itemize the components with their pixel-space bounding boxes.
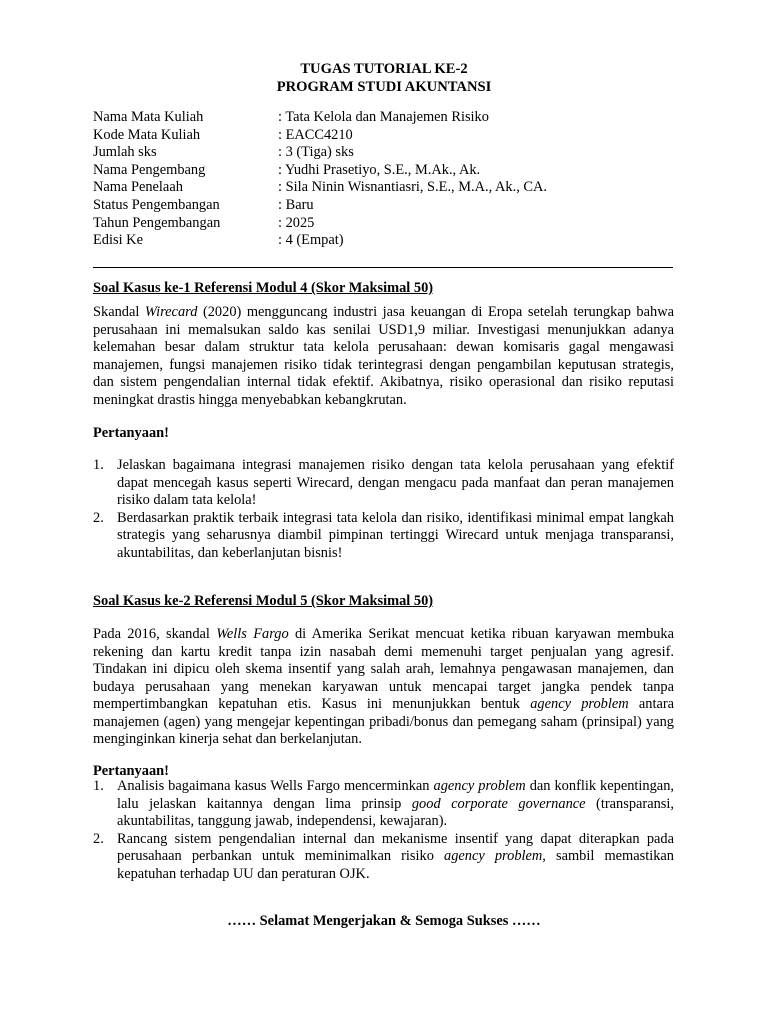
course-info-value: : Tata Kelola dan Manajemen Risiko [278, 109, 489, 125]
question-text: (transparansi, akuntabilitas, tanggung jawab, independensi, kewajaran). [117, 795, 674, 829]
question-item [93, 457, 674, 510]
course-info-value: : Yudhi Prasetiyo, S.E., M.Ak., Ak. [278, 161, 481, 178]
course-info-row [93, 179, 547, 197]
document-title: TUGAS TUTORIAL KE-2 [300, 61, 468, 77]
case2-text-b: di Amerika Serikat mencuat ketika ribuan karyawan membuka rekening dan kartu kredit tanpa izin nasabah demi memenuhi target penjualan yang agresif. Tindakan ini dipicu oleh skema insentif yang salah arah, lemahnya pengawasan manajemen, dan budaya perusahaan yang menekan karyawan untuk mencapai target jangka pendek tanpa mempertimbangkan kepatuhan etis. Kasus ini menunjukkan bentuk [93, 626, 674, 712]
course-info-label: Edisi Ke [93, 232, 143, 249]
case1-question-list [93, 457, 674, 562]
question-text: Rancang sistem pengendalian internal dan mekanisme insentif yang dapat diterapkan pada perusahaan perbankan untuk meminimalkan risiko [117, 830, 674, 864]
question-number: 1. [93, 778, 104, 794]
question-number: 2. [93, 830, 104, 847]
course-info-label: Nama Pengembang [93, 161, 206, 178]
case2-text-c: antara manajemen (agen) yang mengejar kepentingan pribadi/bonus dan pemegang saham (prinsipal) yang menginginkan kinerja sehat dan berkelanjutan. [93, 696, 675, 747]
course-info-value: : Baru [278, 196, 314, 213]
program-title: PROGRAM STUDI AKUNTANSI [276, 79, 492, 95]
question-text-italic: agency problem [444, 848, 543, 864]
course-info-value: : 2025 [278, 214, 315, 231]
question-text: Berdasarkan praktik terbaik integrasi tata kelola dan risiko, identifikasi minimal empat langkah strategis yang seharusnya diambil pimpinan tertinggi Wirecard untuk menjaga transparansi, akuntabilitas, dan keberlanjutan bisnis! [117, 509, 674, 561]
course-info-row [93, 109, 547, 127]
course-info-value: : 4 (Empat) [278, 232, 344, 249]
case1-text-a: Skandal [93, 304, 145, 320]
case2-text-a: Pada 2016, skandal [93, 626, 217, 642]
horizontal-divider [93, 267, 673, 268]
question-item [93, 778, 674, 831]
course-info-label: Jumlah sks [93, 144, 157, 161]
case1-text-b: (2020) mengguncang industri jasa keuangan di Eropa setelah terungkap bahwa perusahaan ini memalsukan saldo kas senilai USD1,9 miliar. Investigasi menunjukkan adanya kelemahan besar dalam struktur tata kelola perusahaan: dewan komisaris gagal mengawasi manajemen, fungsi manajemen risiko tidak terintegrasi dengan pengambilan keputusan strategis, dan sistem pengendalian internal tidak efektif. Akibatnya, risiko operasional dan risiko reputasi meningkat drastis hingga menyebabkan kebangkrutan. [93, 304, 674, 408]
course-info-value: : Sila Ninin Wisnantiasri, S.E., M.A., Ak., CA. [278, 179, 547, 196]
closing-message: …… Selamat Mengerjakan & Semoga Sukses …… [227, 913, 541, 929]
course-info-row [93, 215, 547, 233]
course-info-row [93, 232, 547, 250]
question-item [93, 831, 674, 884]
case2-heading: Soal Kasus ke-2 Referensi Modul 5 (Skor Maksimal 50) [93, 593, 434, 609]
case2-question-heading: Pertanyaan! [93, 763, 169, 779]
question-number: 1. [93, 457, 104, 473]
case1-question-heading: Pertanyaan! [93, 425, 169, 441]
course-info-value: : 3 (Tiga) sks [278, 144, 354, 161]
question-item [93, 510, 674, 563]
case2-text-italic: Wells Fargo [216, 626, 289, 642]
course-info-row [93, 162, 547, 180]
question-text: Analisis bagaimana kasus Wells Fargo mencerminkan [117, 778, 434, 794]
course-info-label: Nama Penelaah [93, 179, 183, 196]
course-info-row [93, 197, 547, 215]
course-info-value: : EACC4210 [278, 126, 353, 143]
course-info-row [93, 144, 547, 162]
course-info-row [93, 127, 547, 145]
case2-paragraph [93, 626, 674, 749]
question-text-italic: agency problem [433, 778, 526, 794]
case1-paragraph [93, 304, 674, 409]
case2-text-italic: agency problem [530, 696, 629, 712]
question-text: , sambil memastikan kepatuhan terhadap UU dan peraturan OJK. [117, 848, 674, 882]
course-info-table [93, 109, 547, 250]
course-info-label: Nama Mata Kuliah [93, 109, 204, 125]
course-info-label: Status Pengembangan [93, 196, 220, 213]
question-text: dan konflik kepentingan, lalu jelaskan kaitannya dengan lima prinsip [117, 778, 674, 812]
case1-text-italic: Wirecard [144, 304, 198, 320]
question-text-italic: good corporate governance [411, 795, 586, 812]
course-info-label: Kode Mata Kuliah [93, 126, 201, 143]
question-number: 2. [93, 509, 104, 526]
question-text: Jelaskan bagaimana integrasi manajemen risiko dengan tata kelola perusahaan yang efektif dapat mencegah kasus seperti Wirecard, dengan mengacu pada manfaat dan peran manajemen risiko dalam tata kelola! [117, 457, 674, 508]
case2-question-list [93, 778, 674, 883]
case1-heading: Soal Kasus ke-1 Referensi Modul 4 (Skor Maksimal 50) [93, 280, 434, 296]
course-info-label: Tahun Pengembangan [93, 214, 221, 231]
